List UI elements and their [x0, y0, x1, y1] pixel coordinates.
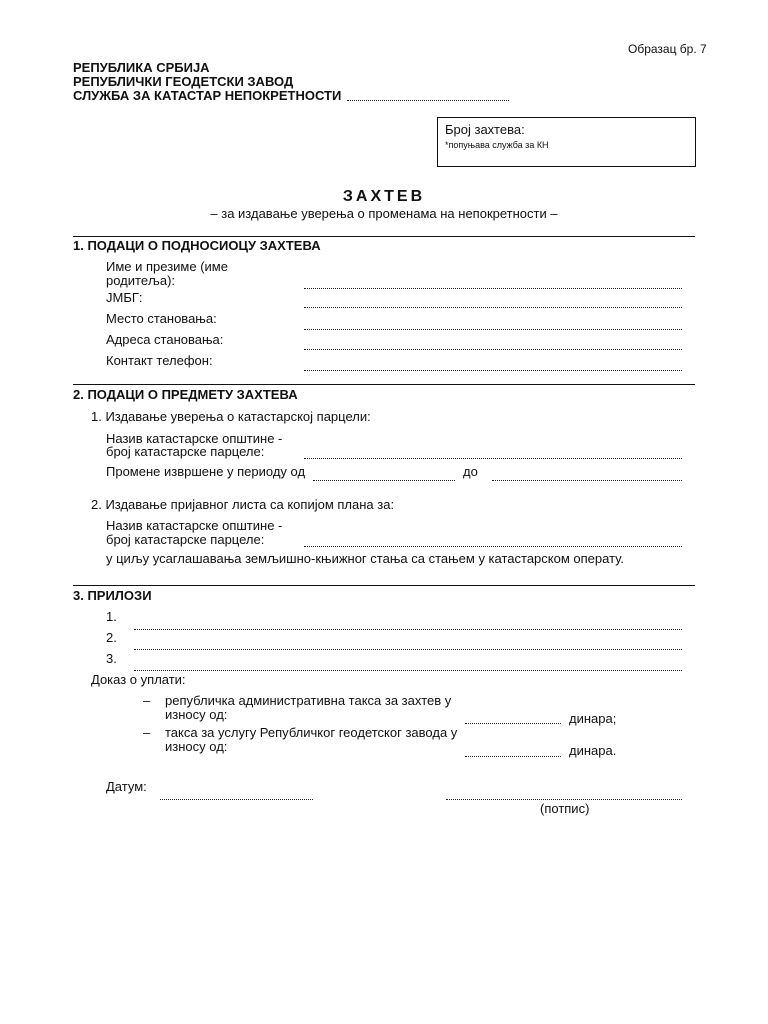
residence-place-label: Место становања: — [106, 311, 217, 326]
section2-heading: 2. ПОДАЦИ О ПРЕДМЕТУ ЗАХТЕВА — [73, 387, 298, 402]
attachment-field-3[interactable] — [134, 670, 682, 671]
applicant-name-label-1: Име и презиме (име — [106, 259, 228, 274]
section1-heading: 1. ПОДАЦИ О ПОДНОСИОЦУ ЗАХТЕВА — [73, 238, 321, 253]
applicant-name-field[interactable] — [304, 288, 682, 289]
header-service: СЛУЖБА ЗА КАТАСТАР НЕПОКРЕТНОСТИ — [73, 88, 342, 103]
municipality-parcel-field[interactable] — [304, 458, 682, 459]
fee1-label-2: износу од: — [165, 707, 228, 722]
header-republic: РЕПУБЛИКА СРБИЈА — [73, 60, 210, 75]
date-label: Датум: — [106, 779, 147, 794]
fee1-amount-field[interactable] — [465, 723, 561, 724]
municipality2-label-2: број катастарске парцеле: — [106, 532, 265, 547]
period-from-label: Промене извршене у периоду од — [106, 464, 306, 479]
signature-label: (потпис) — [540, 801, 590, 816]
jmbg-field[interactable] — [304, 307, 682, 308]
attachment-number-2: 2. — [106, 630, 117, 645]
residence-address-field[interactable] — [304, 349, 682, 350]
attachment-field-1[interactable] — [134, 629, 682, 630]
fee1-unit: динара; — [569, 711, 617, 726]
applicant-name-label-2: родитеља): — [106, 273, 176, 288]
fee2-label-2: износу од: — [165, 739, 228, 754]
service-location-field[interactable] — [347, 100, 509, 101]
phone-label: Контакт телефон: — [106, 353, 213, 368]
payment-proof-label: Доказ о уплати: — [91, 672, 186, 687]
municipality2-label-1: Назив катастарске општине - — [106, 518, 283, 533]
residence-place-field[interactable] — [304, 329, 682, 330]
signature-field[interactable] — [446, 799, 682, 800]
phone-field[interactable] — [304, 370, 682, 371]
purpose-text: у циљу усаглашавања земљишно-књижног стања са стањем у катастарском операту. — [106, 551, 624, 566]
attachment-field-2[interactable] — [134, 649, 682, 650]
section3-divider — [73, 585, 695, 586]
date-field[interactable] — [160, 799, 313, 800]
header-institute: РЕПУБЛИЧКИ ГЕОДЕТСКИ ЗАВОД — [73, 74, 294, 89]
jmbg-label: ЈМБГ: — [106, 290, 143, 305]
section1-divider — [73, 236, 695, 237]
fee2-dash: – — [143, 725, 151, 740]
fee1-dash: – — [143, 693, 151, 708]
attachment-number-3: 3. — [106, 651, 117, 666]
attachment-number-1: 1. — [106, 609, 117, 624]
request-number-label: Број захтева: — [445, 122, 525, 137]
item2-label: 2. Издавање пријавног листа са копијом плана за: — [91, 497, 395, 512]
period-to-label: до — [463, 464, 478, 479]
fee2-amount-field[interactable] — [465, 756, 561, 757]
section3-heading: 3. ПРИЛОЗИ — [73, 588, 152, 603]
municipality-label-1: Назив катастарске општине - — [106, 431, 283, 446]
fee1-label-1: републичка административна такса за захтев у — [165, 693, 452, 708]
form-subtitle: – за издавање уверења о променама на непокретности – — [210, 206, 558, 221]
residence-address-label: Адреса становања: — [106, 332, 224, 347]
section2-divider — [73, 384, 695, 385]
item1-label: 1. Издавање уверења о катастарској парцели: — [91, 409, 371, 424]
municipality2-parcel-field[interactable] — [304, 546, 682, 547]
request-number-note: *попуњава служба за КН — [445, 140, 549, 150]
period-from-field[interactable] — [313, 480, 455, 481]
form-number: Образац бр. 7 — [628, 42, 707, 56]
municipality-label-2: број катастарске парцеле: — [106, 444, 265, 459]
fee2-label-1: такса за услугу Републичког геодетског завода у — [165, 725, 458, 740]
fee2-unit: динара. — [569, 743, 617, 758]
form-title: ЗАХТЕВ — [342, 188, 426, 205]
period-to-field[interactable] — [492, 480, 682, 481]
